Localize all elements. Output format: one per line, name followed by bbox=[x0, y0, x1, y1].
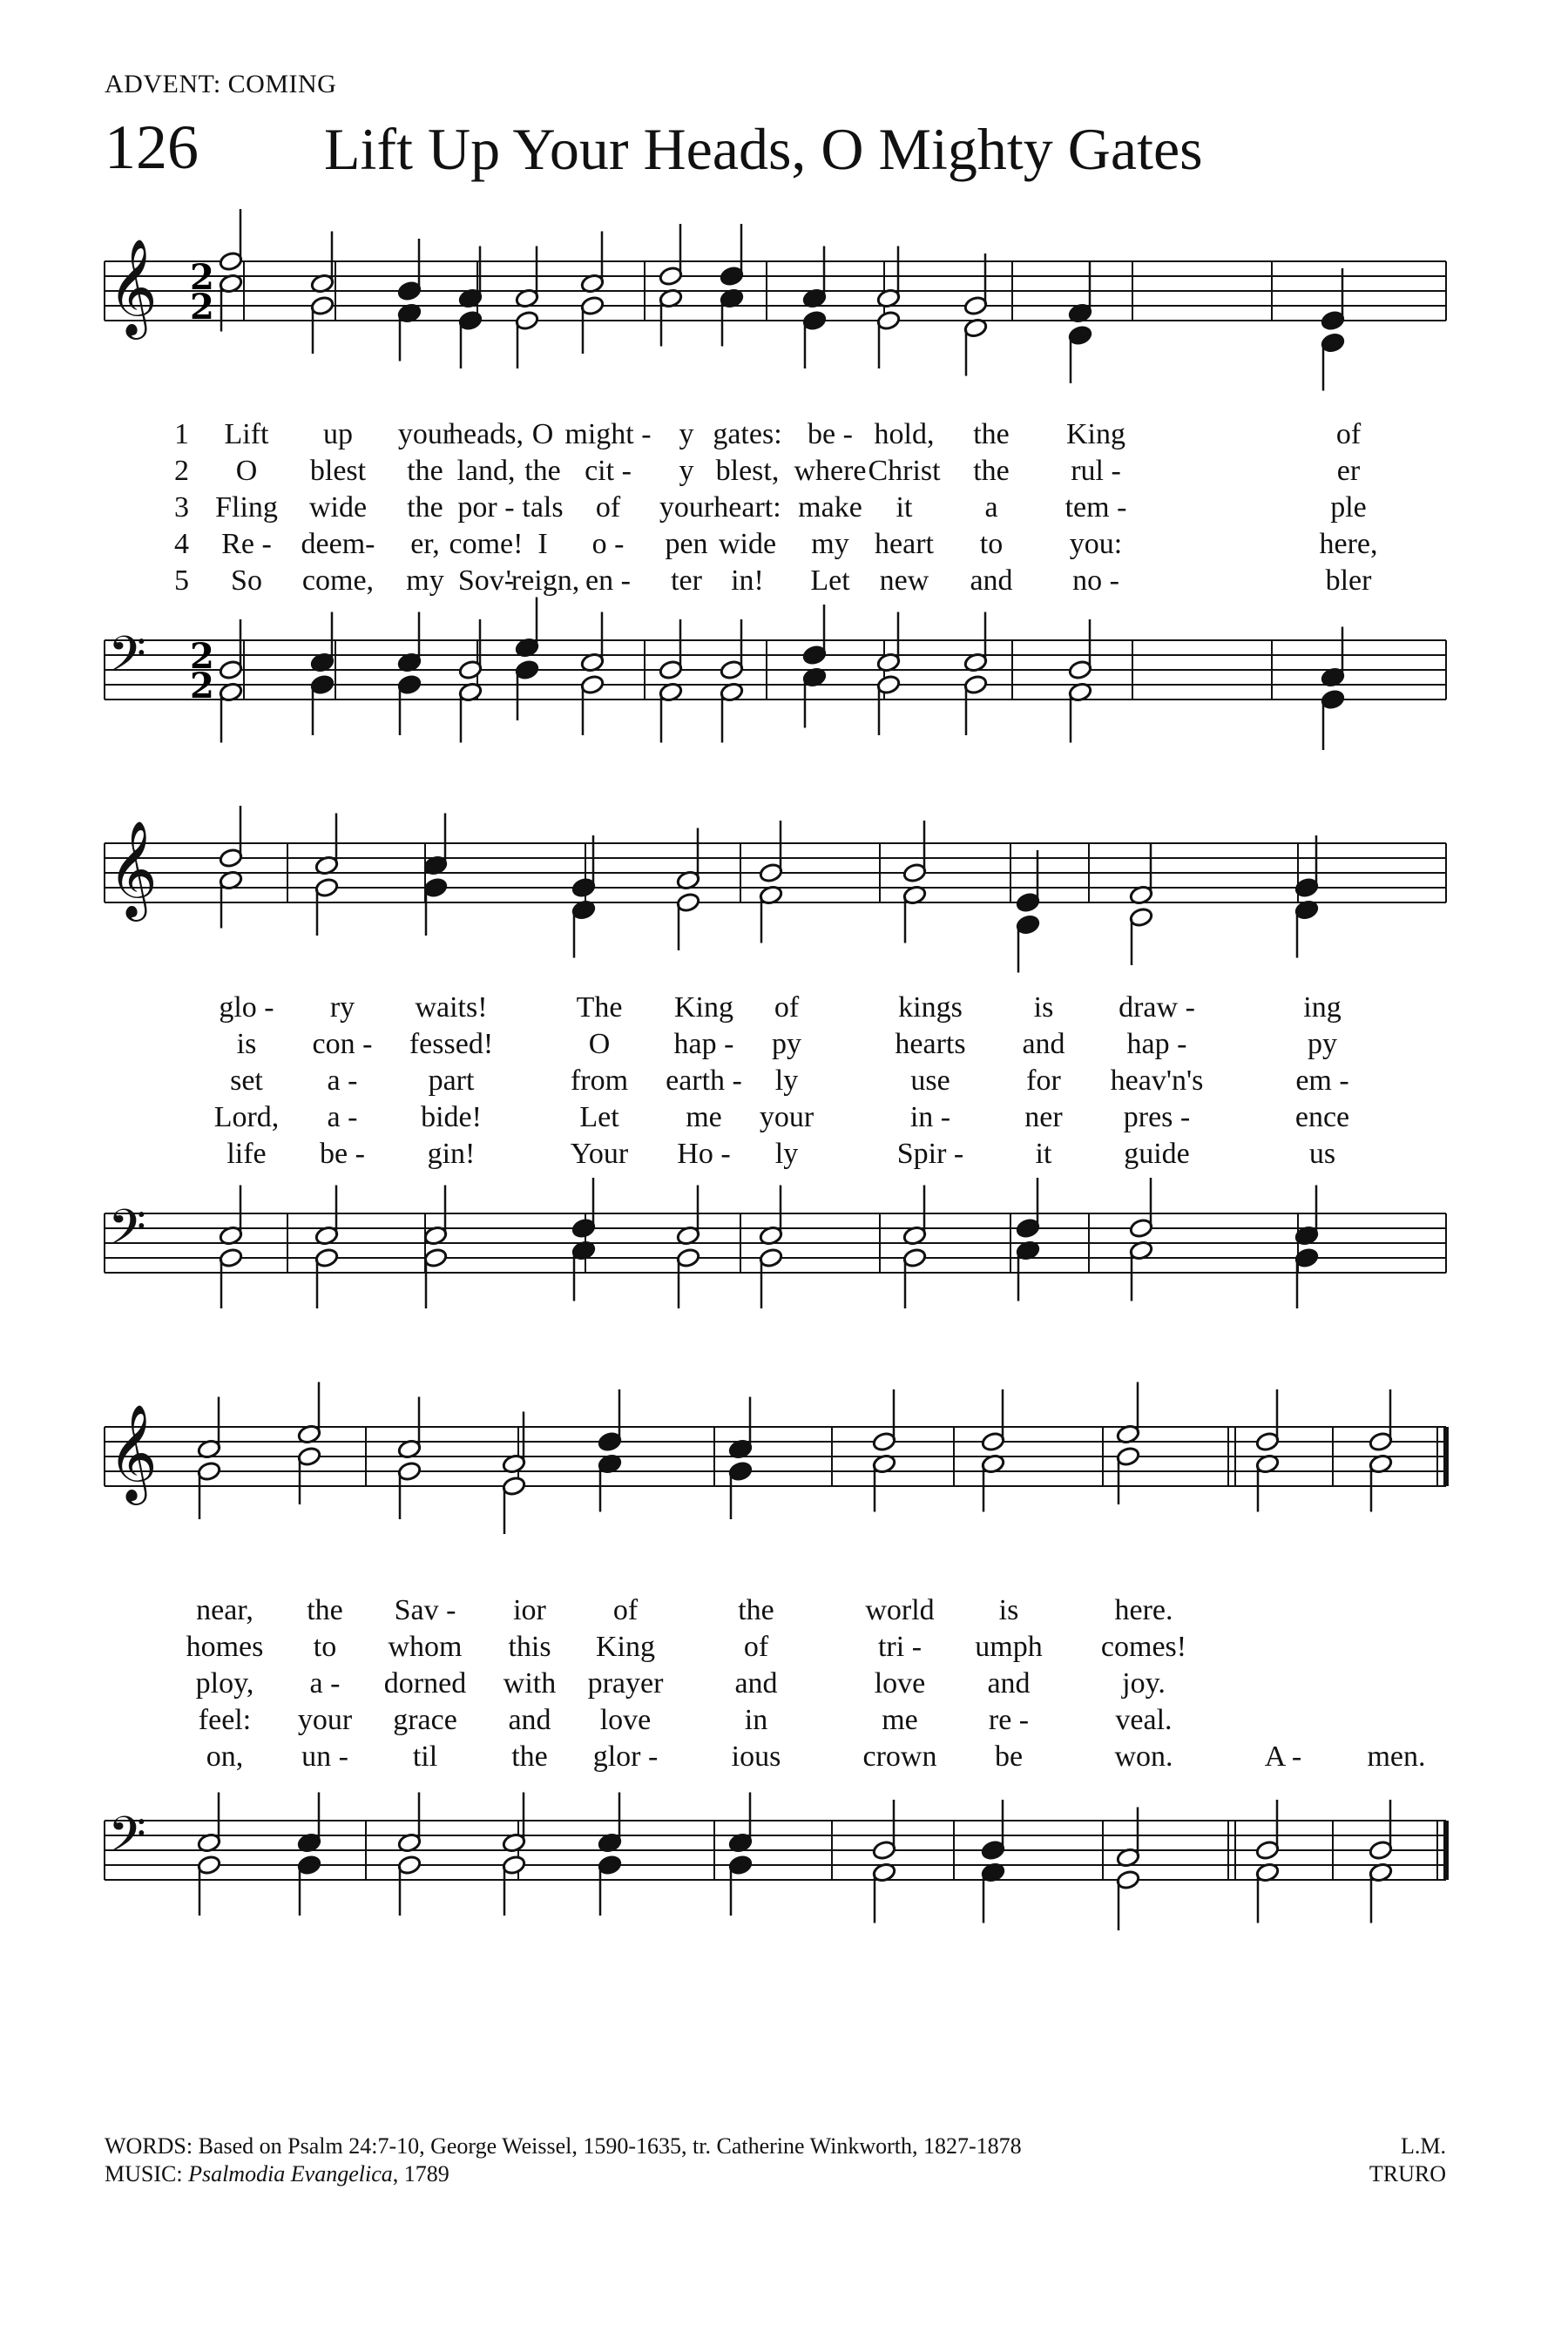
lyric-syllable: it bbox=[896, 491, 913, 524]
lyric-syllable: of bbox=[1335, 418, 1362, 450]
time-signature-top: 2 bbox=[190, 636, 214, 677]
lyric-syllable: make bbox=[798, 491, 862, 524]
lyric-syllable: Ho - bbox=[677, 1138, 731, 1170]
lyric-syllable: o - bbox=[591, 528, 625, 560]
hymn-title: Lift Up Your Heads, O Mighty Gates bbox=[324, 116, 1203, 182]
lyric-syllable: me bbox=[686, 1101, 722, 1133]
lyric-syllable: a - bbox=[327, 1101, 358, 1133]
lyric-syllable: rul - bbox=[1071, 455, 1121, 487]
lyric-syllable: is bbox=[236, 1028, 257, 1060]
lyric-syllable: wide bbox=[308, 491, 368, 524]
lyric-syllable: on, bbox=[206, 1740, 244, 1773]
lyric-syllable: ner bbox=[1024, 1101, 1063, 1133]
lyric-syllable: blest bbox=[309, 455, 367, 487]
lyric-syllable: py bbox=[772, 1028, 801, 1060]
time-signature-top: 2 bbox=[190, 257, 214, 298]
lyric-syllable: life bbox=[226, 1138, 267, 1170]
lyric-syllable: the bbox=[973, 418, 1010, 450]
lyric-syllable: So bbox=[231, 564, 262, 597]
lyric-syllable: your bbox=[397, 418, 453, 450]
lyric-syllable: ence bbox=[1294, 1101, 1350, 1133]
lyric-syllable: ing bbox=[1303, 991, 1342, 1024]
lyric-syllable: til bbox=[412, 1740, 438, 1773]
lyric-syllable: I bbox=[537, 528, 548, 560]
lyric-syllable: ple bbox=[1330, 491, 1367, 524]
lyric-syllable: in - bbox=[909, 1101, 951, 1133]
lyric-syllable: a - bbox=[309, 1667, 341, 1700]
lyric-syllable: Sav - bbox=[394, 1594, 456, 1626]
lyric-syllable: tals bbox=[522, 491, 564, 524]
lyric-syllable: ry bbox=[329, 991, 355, 1024]
lyric-syllable: your bbox=[659, 491, 714, 524]
treble-clef: 𝄞 bbox=[108, 820, 158, 917]
lyric-line bbox=[0, 1138, 1568, 1174]
lyric-syllable: pen bbox=[665, 528, 708, 560]
lyric-syllable: bler bbox=[1325, 564, 1372, 597]
lyric-syllable: me bbox=[882, 1704, 918, 1736]
lyric-line bbox=[0, 418, 1568, 455]
lyric-syllable: umph bbox=[975, 1631, 1043, 1663]
lyric-syllable: hap - bbox=[673, 1028, 734, 1060]
lyric-syllable: love bbox=[599, 1704, 652, 1736]
lyric-line bbox=[0, 455, 1568, 491]
lyric-syllable: King bbox=[1066, 418, 1125, 450]
lyric-syllable: tri - bbox=[877, 1631, 923, 1663]
bass-clef: 𝄢 bbox=[108, 1200, 146, 1268]
lyric-syllable: Lord, bbox=[213, 1101, 280, 1133]
lyric-syllable: hap - bbox=[1126, 1028, 1187, 1060]
lyric-syllable: ploy, bbox=[195, 1667, 254, 1700]
lyric-syllable: heart: bbox=[713, 491, 781, 524]
lyric-syllable: fessed! bbox=[409, 1028, 494, 1060]
lyric-syllable: the bbox=[738, 1594, 774, 1626]
lyric-syllable: prayer bbox=[587, 1667, 664, 1700]
lyric-syllable: world bbox=[865, 1594, 935, 1626]
lyric-syllable: glor - bbox=[592, 1740, 659, 1773]
lyric-syllable: The bbox=[576, 991, 623, 1024]
lyric-syllable: O bbox=[588, 1028, 611, 1060]
lyric-syllable: your bbox=[759, 1101, 814, 1133]
lyric-syllable: comes! bbox=[1100, 1631, 1187, 1663]
lyric-syllable: heads, bbox=[449, 418, 524, 450]
lyric-syllable: Lift bbox=[224, 418, 269, 450]
lyric-line bbox=[0, 1101, 1568, 1138]
lyric-syllable: por - bbox=[457, 491, 515, 524]
verse-number: 2 bbox=[174, 455, 189, 487]
lyric-syllable: Your bbox=[570, 1138, 629, 1170]
lyric-syllable: it bbox=[1035, 1138, 1052, 1170]
lyric-syllable: whom bbox=[388, 1631, 463, 1663]
meter: L.M. bbox=[1401, 2133, 1446, 2159]
lyric-line bbox=[0, 1704, 1568, 1740]
lyric-syllable: in! bbox=[731, 564, 764, 597]
lyric-syllable: and bbox=[1022, 1028, 1065, 1060]
bass-clef: 𝄢 bbox=[108, 626, 146, 695]
lyric-syllable: be - bbox=[808, 418, 853, 450]
lyric-line bbox=[0, 1028, 1568, 1064]
lyric-syllable: draw - bbox=[1119, 991, 1195, 1024]
music-system-3 bbox=[0, 1402, 1568, 1960]
lyric-syllable: use bbox=[910, 1064, 950, 1097]
lyric-syllable: ious bbox=[731, 1740, 781, 1773]
lyric-syllable: Spir - bbox=[896, 1138, 964, 1170]
lyric-syllable: earth - bbox=[666, 1064, 742, 1097]
lyric-syllable: here, bbox=[1319, 528, 1378, 560]
credits bbox=[105, 2132, 1446, 2188]
lyric-syllable: of bbox=[595, 491, 621, 524]
lyric-syllable: the bbox=[524, 455, 561, 487]
lyric-syllable: of bbox=[774, 991, 800, 1024]
lyric-syllable: and bbox=[987, 1667, 1031, 1700]
lyric-syllable: you: bbox=[1069, 528, 1123, 560]
lyric-syllable: and bbox=[734, 1667, 778, 1700]
lyric-syllable: veal. bbox=[1115, 1704, 1173, 1736]
lyric-syllable: King bbox=[596, 1631, 655, 1663]
lyric-line bbox=[0, 1594, 1568, 1631]
lyric-line bbox=[0, 1740, 1568, 1777]
lyric-syllable: a bbox=[984, 491, 998, 524]
lyric-syllable: men. bbox=[1367, 1740, 1426, 1773]
lyric-line bbox=[0, 528, 1568, 564]
lyric-syllable: up bbox=[323, 418, 353, 450]
treble-clef: 𝄞 bbox=[108, 238, 158, 335]
treble-clef: 𝄞 bbox=[108, 1403, 158, 1501]
bass-clef: 𝄢 bbox=[108, 1807, 146, 1876]
lyric-syllable: in bbox=[744, 1704, 768, 1736]
lyric-syllable: O bbox=[235, 455, 258, 487]
lyric-syllable: feel: bbox=[198, 1704, 252, 1736]
lyric-syllable: for bbox=[1026, 1064, 1061, 1097]
lyric-line bbox=[0, 991, 1568, 1028]
lyric-syllable: cit - bbox=[585, 455, 632, 487]
verse-number: 4 bbox=[174, 528, 189, 560]
lyric-syllable: set bbox=[230, 1064, 263, 1097]
lyric-syllable: new bbox=[879, 564, 929, 597]
lyric-syllable: is bbox=[998, 1594, 1019, 1626]
lyric-syllable: and bbox=[970, 564, 1013, 597]
lyric-syllable: us bbox=[1308, 1138, 1336, 1170]
lyric-syllable: come, bbox=[301, 564, 375, 597]
lyric-syllable: em - bbox=[1295, 1064, 1349, 1097]
words-credit: WORDS: Based on Psalm 24:7-10, George Weissel, 1590-1635, tr. Catherine Winkworth, 1827-1878 bbox=[105, 2133, 1022, 2159]
lyric-syllable: gin! bbox=[427, 1138, 476, 1170]
lyric-syllable: is bbox=[1033, 991, 1054, 1024]
lyric-syllable: joy. bbox=[1122, 1667, 1166, 1700]
lyric-syllable: con - bbox=[312, 1028, 373, 1060]
lyric-syllable: A - bbox=[1264, 1740, 1302, 1773]
lyric-syllable: the bbox=[407, 491, 443, 524]
lyric-syllable: glo - bbox=[219, 991, 274, 1024]
lyric-syllable: ter bbox=[671, 564, 702, 597]
lyric-line bbox=[0, 1667, 1568, 1704]
lyric-syllable: crown bbox=[862, 1740, 937, 1773]
lyric-syllable: er, bbox=[410, 528, 440, 560]
time-signature-bottom: 2 bbox=[190, 287, 214, 328]
lyric-syllable: O bbox=[531, 418, 554, 450]
lyric-syllable: blest, bbox=[715, 455, 780, 487]
lyric-syllable: the bbox=[511, 1740, 548, 1773]
lyric-syllable: en - bbox=[585, 564, 631, 597]
lyric-syllable: Sov- bbox=[457, 564, 515, 597]
lyric-syllable: the bbox=[973, 455, 1010, 487]
lyric-syllable: y bbox=[679, 418, 694, 450]
lyric-syllable: bide! bbox=[421, 1101, 482, 1133]
lyric-syllable: 'reign, bbox=[505, 564, 580, 597]
lyric-syllable: and bbox=[508, 1704, 551, 1736]
tune-name: TRURO bbox=[1369, 2161, 1446, 2186]
music-system-2 bbox=[0, 819, 1568, 1342]
lyric-syllable: ly bbox=[774, 1138, 799, 1170]
lyric-syllable: no - bbox=[1072, 564, 1119, 597]
lyric-syllable: love bbox=[874, 1667, 926, 1700]
lyric-syllable: Let bbox=[810, 564, 850, 597]
hymn-number: 126 bbox=[105, 112, 199, 182]
verse-number: 1 bbox=[174, 418, 189, 450]
lyric-syllable: guide bbox=[1124, 1138, 1190, 1170]
lyric-syllable: hold, bbox=[874, 418, 935, 450]
lyric-syllable: of bbox=[743, 1631, 769, 1663]
lyric-syllable: won. bbox=[1114, 1740, 1173, 1773]
lyric-syllable: to bbox=[313, 1631, 337, 1663]
lyric-syllable: re - bbox=[988, 1704, 1030, 1736]
verse-number: 5 bbox=[174, 564, 189, 597]
lyric-syllable: of bbox=[612, 1594, 639, 1626]
lyric-syllable: might - bbox=[564, 418, 652, 450]
section-heading: ADVENT: COMING bbox=[105, 70, 337, 98]
lyric-syllable: Let bbox=[579, 1101, 619, 1133]
lyric-syllable: your bbox=[297, 1704, 353, 1736]
lyric-syllable: where bbox=[794, 455, 867, 487]
lyric-syllable: with bbox=[503, 1667, 557, 1700]
music-system-1 bbox=[0, 238, 1568, 767]
lyric-syllable: to bbox=[979, 528, 1004, 560]
lyric-syllable: a - bbox=[327, 1064, 358, 1097]
lyric-syllable: wide bbox=[718, 528, 777, 560]
lyric-syllable: part bbox=[428, 1064, 475, 1097]
lyric-syllable: heart bbox=[875, 528, 934, 560]
lyric-syllable: from bbox=[570, 1064, 629, 1097]
lyric-syllable: waits! bbox=[415, 991, 488, 1024]
lyric-syllable: ly bbox=[774, 1064, 799, 1097]
lyric-syllable: be - bbox=[320, 1138, 365, 1170]
lyric-line bbox=[0, 491, 1568, 528]
lyric-line bbox=[0, 564, 1568, 601]
lyric-line bbox=[0, 1064, 1568, 1101]
lyric-syllable: un - bbox=[301, 1740, 348, 1773]
lyric-syllable: er bbox=[1336, 455, 1361, 487]
lyric-syllable: kings bbox=[898, 991, 963, 1024]
lyric-syllable: deem- bbox=[301, 528, 375, 560]
lyric-syllable: be bbox=[994, 1740, 1024, 1773]
lyric-syllable: my bbox=[811, 528, 849, 560]
lyric-syllable: hearts bbox=[895, 1028, 966, 1060]
lyric-syllable: py bbox=[1308, 1028, 1337, 1060]
lyric-syllable: dorned bbox=[383, 1667, 467, 1700]
lyric-syllable: this bbox=[508, 1631, 551, 1663]
lyric-syllable: come! bbox=[449, 528, 524, 560]
lyric-syllable: the bbox=[407, 455, 443, 487]
lyric-syllable: my bbox=[406, 564, 444, 597]
lyric-syllable: grace bbox=[393, 1704, 457, 1736]
lyric-line bbox=[0, 1631, 1568, 1667]
lyric-syllable: Re - bbox=[221, 528, 272, 560]
lyric-syllable: ior bbox=[513, 1594, 546, 1626]
music-credit: MUSIC: Psalmodia Evangelica, 1789 bbox=[105, 2161, 449, 2186]
lyric-syllable: y bbox=[679, 455, 694, 487]
lyric-syllable: land, bbox=[456, 455, 516, 487]
lyric-syllable: heav'n's bbox=[1110, 1064, 1204, 1097]
lyric-syllable: Christ bbox=[868, 455, 941, 487]
time-signature-bottom: 2 bbox=[190, 666, 214, 706]
lyric-syllable: gates: bbox=[713, 418, 782, 450]
lyric-syllable: pres - bbox=[1123, 1101, 1191, 1133]
lyric-syllable: here. bbox=[1114, 1594, 1173, 1626]
lyric-syllable: near, bbox=[196, 1594, 253, 1626]
lyric-syllable: homes bbox=[186, 1631, 264, 1663]
lyric-syllable: the bbox=[307, 1594, 343, 1626]
lyric-syllable: Fling bbox=[215, 491, 278, 524]
lyric-syllable: King bbox=[674, 991, 733, 1024]
verse-number: 3 bbox=[174, 491, 189, 524]
lyric-syllable: tem - bbox=[1064, 491, 1127, 524]
